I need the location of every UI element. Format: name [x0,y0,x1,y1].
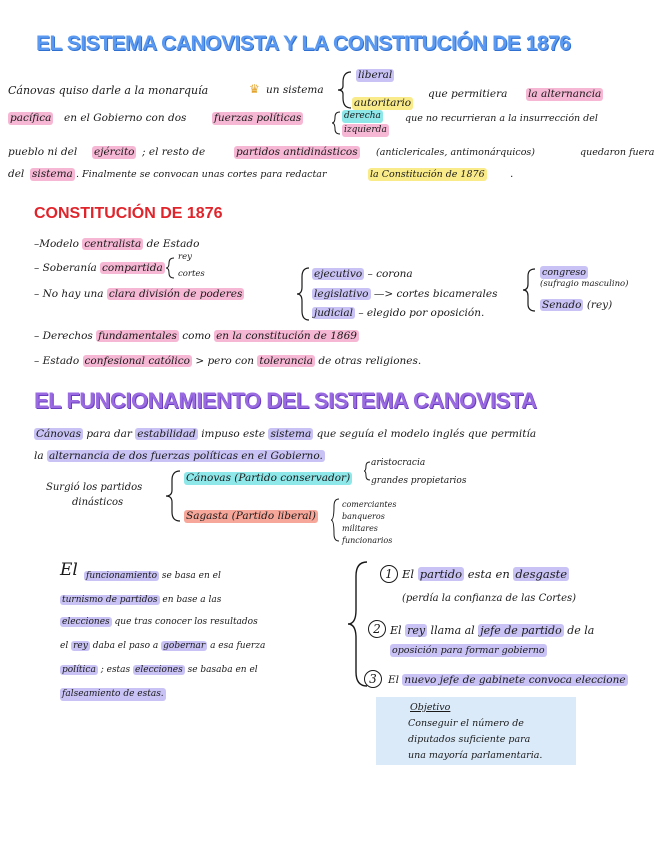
step-number: 2 [368,620,386,638]
propietarios-label: grandes propietarios [371,476,467,486]
list-text: > pero con [195,355,255,367]
camara-congreso: congreso [542,267,586,278]
list-text: de otras religiones. [318,355,422,367]
list-text: en la constitución de 1869 [216,330,357,342]
list-text: elecciones [135,665,183,675]
section-heading-constitucion: CONSTITUCIÓN DE 1876 [34,205,223,222]
list-item [34,238,199,251]
soberania-cortes: cortes [178,269,205,279]
intro-text: ejército [94,146,135,158]
intro-text: (anticlericales, antimonárquicos) [376,147,536,158]
paragraph-line [60,664,258,677]
list-text: clara división de poderes [108,288,243,300]
list-text: (rey) [586,299,613,311]
page-title: EL SISTEMA CANOVISTA Y LA CONSTITUCIÓN DE 1876 [36,32,571,55]
poder-judicial [312,307,484,320]
paragraph-line: falseamiento de estas. [62,689,164,699]
soberania-rey: rey [178,252,192,262]
intro-text: la Constitución de 1876 [370,169,485,180]
funcionarios-label: funcionarios [342,536,393,545]
option-autoritario: autoritario [354,97,412,109]
list-text: – corona [367,268,413,280]
list-text: centralista [84,238,142,250]
intro-text: pueblo ni del [8,146,78,158]
section-heading-funcionamiento: EL FUNCIONAMIENTO DEL SISTEMA CANOVISTA [34,388,537,413]
brace-icon [522,268,536,312]
list-text: a esa fuerza [210,641,266,651]
camara-senado [540,299,612,312]
list-text: para dar [86,428,132,440]
list-text: rey [73,641,88,651]
list-text: partido [419,567,463,581]
list-text: que seguía el modelo inglés que permitía [316,428,537,440]
list-text: gobernar [163,641,206,651]
list-text: se basaba en el [187,665,258,675]
list-text: – No hay una [34,288,104,300]
list-text: elecciones [62,617,110,627]
list-text: el [60,641,69,651]
brace-icon [337,70,353,110]
paragraph-line [60,594,221,607]
list-text: fundamentales [98,330,177,342]
congreso-desc: (sufragio masculino) [540,279,629,289]
list-text: se basa en el [161,571,221,581]
list-item [34,330,359,343]
list-text: como [182,330,211,342]
list-text: rey [407,624,426,637]
objetivo-label: Objetivo [410,702,451,713]
list-text: –Modelo [34,238,79,250]
list-text: sistema [270,428,312,440]
option-liberal: liberal [358,69,393,81]
list-text: – Derechos [34,330,93,342]
list-text: de Estado [146,238,200,250]
list-text: nuevo jefe de gabinete convoca eleccione [404,674,626,686]
brace-icon [363,461,371,481]
objetivo-text: una mayoría parlamentaria. [408,750,543,761]
step-number: 1 [380,565,398,583]
list-text: turnismo de partidos [62,595,158,605]
list-item [34,262,165,275]
brace-icon [331,111,341,135]
list-text: estabilidad [137,428,196,440]
list-text: llama al [430,624,475,637]
list-text: alternancia de dos fuerzas políticas en el Gobierno. [48,450,323,462]
step-text [402,568,569,581]
list-text: legislativo [314,288,369,300]
list-text: —> cortes bicamerales [373,288,498,300]
list-item [34,355,421,368]
list-item [34,288,244,301]
paragraph-line [60,640,265,653]
intro-text: fuerzas políticas [214,112,302,124]
intro-text: en el Gobierno con dos [64,112,187,124]
list-text: El [388,674,400,686]
step-text: (perdía la confianza de las Cortes) [402,593,577,604]
list-text: en base a las [162,595,222,605]
list-text: confesional católico [84,355,190,367]
step-text: oposición para formar gobierno [392,645,545,656]
list-text: ejecutivo [314,268,363,280]
banqueros-label: banqueros [342,512,385,521]
list-text: El [402,567,415,581]
list-text: ; estas [100,665,131,675]
poder-legislativo [312,288,498,301]
list-text: Senado [542,299,582,311]
intro-text: . Finalmente se convocan unas cortes para redactar [76,169,327,180]
objetivo-text: Conseguir el número de [408,718,524,729]
list-text: desgaste [515,567,568,581]
intro-line1 [8,84,208,97]
step-text [388,674,628,687]
comerciantes-label: comerciantes [342,500,397,509]
intro-text: la alternancia [528,88,602,100]
intro-text: sistema [32,168,73,180]
list-text: compartida [102,262,163,274]
list-text: funcionamiento [86,571,157,581]
objetivo-text: diputados suficiente para [408,734,531,745]
step-text [390,624,594,637]
aristocracia-label: aristocracia [371,458,426,468]
brace-icon [346,560,368,688]
intro-text: que permitiera [428,88,508,100]
brace-icon [296,267,310,321]
intro-text: pacífica [10,112,52,124]
list-text: daba el paso a [92,641,159,651]
brace-icon [330,498,340,542]
list-text: – Estado [34,355,80,367]
poder-ejecutivo [312,268,413,281]
brace-icon [165,257,175,279]
list-text: política [62,665,96,675]
militares-label: militares [342,524,378,533]
intro-text: partidos antidinásticos [236,146,358,158]
brace-icon [165,470,181,522]
intro-text: un sistema [266,84,324,96]
list-text: – Soberanía [34,262,97,274]
list-text: – elegido por oposición. [358,307,485,319]
surgio-label: Surgió los partidos [46,482,143,493]
list-text: Cánovas [36,428,81,440]
list-text: que tras conocer los resultados [114,617,258,627]
intro-text: quedaron fuera [580,147,655,158]
crown-icon: ♛ [249,82,260,96]
list-text: esta en [467,567,510,581]
partido-liberal: Sagasta (Partido liberal) [186,510,316,522]
list-text: tolerancia [259,355,314,367]
list-text: la [34,450,44,462]
paragraph-initial: El [60,560,78,580]
option-izquierda: izquierda [344,125,387,135]
intro-text: ; el resto de [142,146,206,158]
intro-text: Cánovas quiso darle a la monarquía [8,84,209,97]
paragraph-line [84,570,221,583]
list-text: El [390,624,402,637]
list-text: judicial [314,307,353,319]
partido-conservador: Cánovas (Partido conservador) [186,472,351,484]
option-derecha: derecha [344,111,381,121]
list-text: de la [567,624,595,637]
intro-text: del [8,168,25,180]
intro-text: . [510,168,514,180]
paragraph-line [60,616,258,629]
paragraph-line [34,450,325,463]
paragraph-line [34,428,536,441]
dinasticos-label: dinásticos [72,497,124,508]
list-text: impuso este [201,428,266,440]
list-text: jefe de partido [480,624,562,637]
intro-text: que no recurrieran a la insurrección del [405,113,598,124]
step-number: 3 [364,670,382,688]
